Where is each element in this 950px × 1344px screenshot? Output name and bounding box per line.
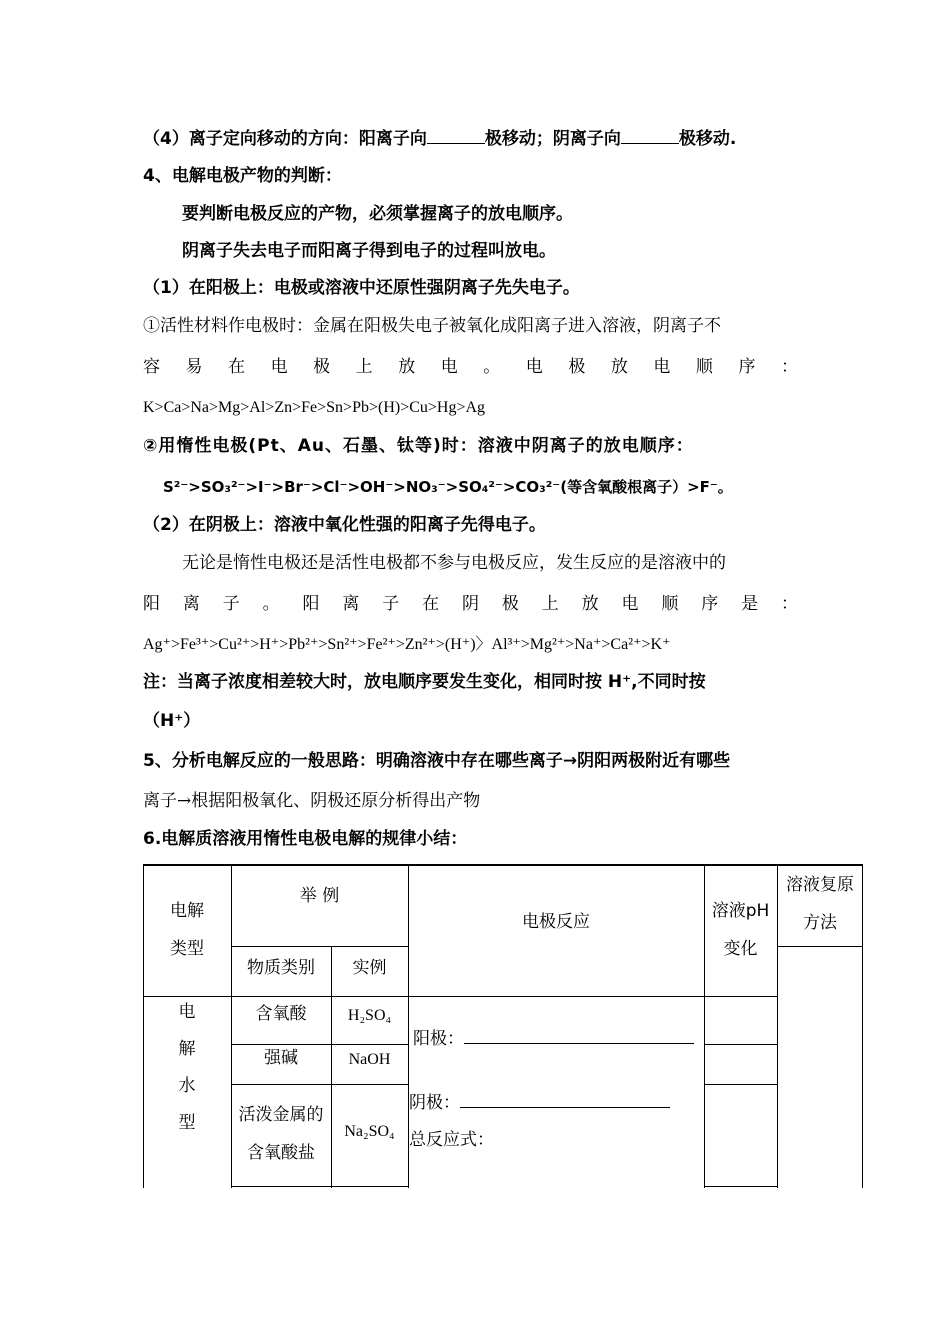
para-line: 无论是惰性电极还是活性电极都不参与电极反应，发生反应的是溶液中的 — [182, 553, 726, 573]
spread-char: 。 — [262, 594, 280, 614]
row-type-water: 电 解 水 型 — [178, 1002, 196, 1133]
spread-char: 顺 — [695, 357, 713, 377]
section-4-heading: 4、电解电极产物的判断： — [143, 166, 342, 186]
spread-char: 极 — [501, 594, 519, 614]
blank-cathode-fill[interactable] — [621, 127, 679, 144]
para-line: 要判断电极反应的产物，必须掌握离子的放电顺序。 — [182, 204, 573, 224]
cathode-label: 阴极： — [409, 1093, 460, 1113]
spread-char: 子 — [382, 594, 400, 614]
total-reaction: 总反应式： — [409, 1130, 494, 1150]
cathode-rule: （2）在阴极上：溶液中氧化性强的阳离子先得电子。 — [143, 515, 546, 535]
spread-char: 在 — [422, 594, 440, 614]
header-reaction: 电极反应 — [522, 912, 590, 932]
para-line: 阴离子失去电子而阳离子得到电子的过程叫放电。 — [182, 241, 556, 261]
spread-char: 离 — [182, 594, 200, 614]
spread-char: 电 — [270, 357, 288, 377]
blank-anode-fill[interactable] — [427, 127, 485, 144]
anode-label: 阳极： — [413, 1029, 464, 1049]
section-5-line-2: 离子→根据阳极氧化、阴极还原分析得出产物 — [143, 791, 481, 811]
spread-char: ： — [781, 594, 798, 614]
spread-char: 易 — [185, 357, 203, 377]
spread-char: 子 — [222, 594, 240, 614]
spread-char: 上 — [355, 357, 373, 377]
spread-char: 序 — [738, 357, 756, 377]
header-ph: 溶液pH 变化 — [711, 901, 770, 959]
spread-char: 极 — [313, 357, 331, 377]
active-electrode-line: ①活性材料作电极时：金属在阳极失电子被氧化成阳离子进入溶液，阴离子不 — [143, 316, 721, 336]
r1-instance: H₂SO₄ — [347, 1007, 392, 1024]
cation-order: Ag⁺>Fe³⁺>Cu²⁺>H⁺>Pb²⁺>Sn²⁺>Fe²⁺>Zn²⁺>(H⁺)〉Al³⁺>Mg²⁺>Na⁺>Ca²⁺>K⁺ — [143, 636, 671, 653]
spread-char: 在 — [228, 357, 246, 377]
spread-char: 阳 — [302, 594, 320, 614]
cathode-reaction — [409, 1088, 670, 1113]
header-type: 电解 类型 — [170, 901, 204, 959]
cathode-blank[interactable] — [460, 1093, 670, 1108]
spread-char: 。 — [483, 357, 501, 377]
electrolysis-summary-table — [143, 864, 863, 1188]
line-ion-direction — [143, 127, 736, 150]
spread-char: 极 — [568, 357, 586, 377]
spread-char: 离 — [342, 594, 360, 614]
spread-char: 阴 — [462, 594, 479, 614]
r1-category: 含氧酸 — [255, 1004, 307, 1024]
text: 极移动；阴离子向 — [484, 129, 621, 149]
anode-rule: （1）在阳极上：电极或溶液中还原性强阴离子先失电子。 — [143, 278, 580, 298]
metal-order: K>Ca>Na>Mg>Al>Zn>Fe>Sn>Pb>(H)>Cu>Hg>Ag — [143, 399, 486, 416]
spread-char: 顺 — [661, 594, 679, 614]
header-category: 物质类别 — [247, 958, 315, 978]
r3-category: 活泼金属的 含氧酸盐 — [238, 1105, 324, 1163]
header-restore: 溶液复原 方法 — [786, 875, 854, 933]
header-example: 举 例 — [299, 886, 340, 906]
anode-reaction — [413, 1024, 694, 1049]
spread-char: 容 — [143, 357, 160, 377]
section-5-line — [143, 750, 730, 772]
text: 极移动. — [678, 129, 737, 149]
spread-char: 放 — [398, 357, 416, 377]
r2-category: 强碱 — [264, 1048, 298, 1068]
spread-char: 是 — [741, 594, 759, 614]
spread-char: 电 — [525, 357, 543, 377]
spread-line-2 — [143, 593, 798, 615]
inert-electrode-line: ②用惰性电极(Pt、Au、石墨、钛等)时：溶液中阴离子的放电顺序： — [143, 436, 694, 456]
note-line-2: （H⁺） — [143, 711, 201, 731]
spread-char: 上 — [541, 594, 559, 614]
anion-order: S²⁻>SO₃²⁻>I⁻>Br⁻>Cl⁻>OH⁻>NO₃⁻>SO₄²⁻>CO₃²⁻(等含氧酸根离子）>F⁻。 — [163, 478, 733, 496]
r3-instance: Na₂SO₄ — [344, 1123, 395, 1140]
header-instance: 实例 — [352, 958, 387, 978]
spread-char: 电 — [440, 357, 458, 377]
text: 5、分析电解反应的一般思路：明确溶液中存在哪些离子→阴阳两极附近有哪些 — [143, 751, 731, 771]
spread-line-1 — [143, 356, 798, 378]
anode-blank[interactable] — [464, 1029, 694, 1044]
note-line: 注：当离子浓度相差较大时，放电顺序要发生变化，相同时按 H⁺,不同时按 — [143, 672, 706, 692]
spread-char: 放 — [610, 357, 628, 377]
section-6-heading: 6.电解质溶液用惰性电极电解的规律小结： — [143, 829, 468, 849]
spread-char: ： — [780, 357, 798, 377]
spread-char: 放 — [581, 594, 599, 614]
r2-instance: NaOH — [348, 1051, 391, 1068]
spread-char: 阳 — [143, 594, 160, 614]
spread-char: 电 — [621, 594, 639, 614]
text: （4）离子定向移动的方向：阳离子向 — [143, 129, 427, 149]
spread-char: 序 — [701, 594, 719, 614]
spread-char: 电 — [653, 357, 671, 377]
